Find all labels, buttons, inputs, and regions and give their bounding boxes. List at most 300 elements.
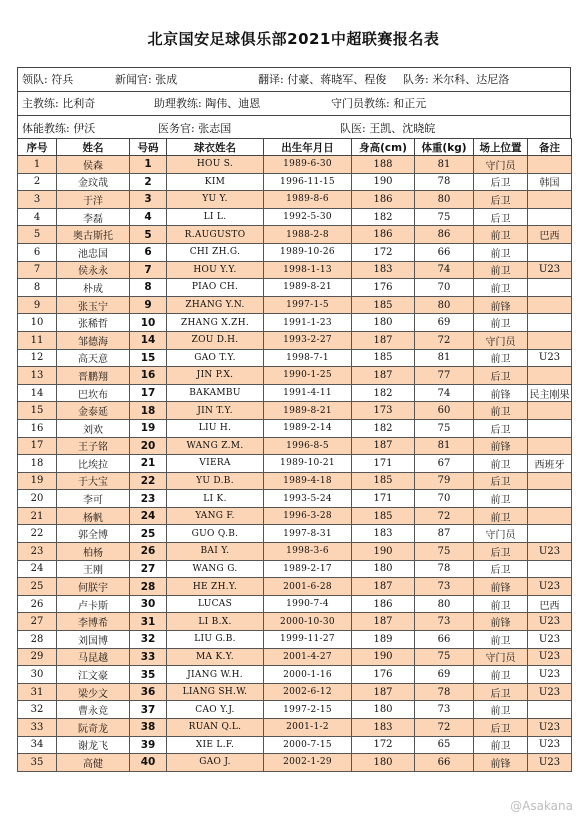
cell-position: 前卫	[474, 402, 528, 420]
cell-name: 池忠国	[57, 243, 130, 261]
cell-height: 173	[352, 402, 415, 420]
cell-seq: 31	[18, 683, 57, 701]
cell-name: 郭全博	[57, 525, 130, 543]
cell-birthdate: 1991-1-23	[264, 314, 352, 332]
cell-note: U23	[528, 754, 572, 772]
cell-note	[528, 525, 572, 543]
cell-height: 172	[352, 736, 415, 754]
cell-position: 前卫	[474, 666, 528, 684]
cell-name: 李磊	[57, 208, 130, 226]
col-header-seq: 序号	[18, 139, 57, 156]
cell-jersey-name: HOU Y.Y.	[167, 261, 264, 279]
cell-name: 曹永竞	[57, 701, 130, 719]
col-header-position: 场上位置	[474, 139, 528, 156]
cell-jersey-name: JIN T.Y.	[167, 402, 264, 420]
cell-seq: 16	[18, 419, 57, 437]
cell-position: 前锋	[474, 613, 528, 631]
cell-birthdate: 1989-8-6	[264, 191, 352, 209]
cell-position: 守门员	[474, 331, 528, 349]
goalkeeper-coach: 守门员教练: 和正元	[331, 97, 427, 110]
cell-weight: 75	[415, 419, 474, 437]
cell-birthdate: 1996-11-15	[264, 173, 352, 191]
cell-birthdate: 2002-6-12	[264, 683, 352, 701]
cell-note	[528, 402, 572, 420]
col-header-weight: 体重(kg)	[415, 139, 474, 156]
cell-birthdate: 1989-2-14	[264, 419, 352, 437]
cell-birthdate: 1996-8-5	[264, 437, 352, 455]
cell-jersey-name: WANG G.	[167, 560, 264, 578]
cell-seq: 18	[18, 455, 57, 473]
col-header-name: 姓名	[57, 139, 130, 156]
cell-birthdate: 1989-8-21	[264, 402, 352, 420]
staff-row-1	[18, 68, 570, 92]
cell-note: U23	[528, 349, 572, 367]
cell-weight: 75	[415, 543, 474, 561]
cell-name: 李博希	[57, 613, 130, 631]
cell-weight: 70	[415, 279, 474, 297]
cell-number: 2	[130, 173, 167, 191]
cell-jersey-name: YANG F.	[167, 507, 264, 525]
cell-weight: 74	[415, 261, 474, 279]
roster-body	[18, 156, 572, 772]
cell-birthdate: 1989-8-21	[264, 279, 352, 297]
cell-position: 后卫	[474, 419, 528, 437]
cell-name: 奥古斯托	[57, 226, 130, 244]
cell-weight: 78	[415, 683, 474, 701]
cell-jersey-name: LIU G.B.	[167, 631, 264, 649]
cell-note: U23	[528, 261, 572, 279]
cell-height: 182	[352, 208, 415, 226]
cell-note: U23	[528, 648, 572, 666]
cell-position: 后卫	[474, 191, 528, 209]
cell-weight: 70	[415, 490, 474, 508]
cell-number: 9	[130, 296, 167, 314]
cell-name: 何朕宇	[57, 578, 130, 596]
cell-height: 172	[352, 243, 415, 261]
cell-name: 邹德海	[57, 331, 130, 349]
cell-height: 182	[352, 419, 415, 437]
cell-weight: 80	[415, 191, 474, 209]
cell-name: 王子铭	[57, 437, 130, 455]
table-row	[18, 525, 572, 543]
cell-note: U23	[528, 578, 572, 596]
press-officer: 新闻官: 张成	[115, 73, 178, 86]
cell-height: 187	[352, 367, 415, 385]
cell-height: 180	[352, 754, 415, 772]
cell-note	[528, 560, 572, 578]
translators: 翻译: 付豪、蒋晓军、程俊	[258, 73, 387, 86]
cell-jersey-name: JIN P.X.	[167, 367, 264, 385]
cell-birthdate: 2000-7-15	[264, 736, 352, 754]
cell-name: 刘欢	[57, 419, 130, 437]
cell-note: 巴西	[528, 226, 572, 244]
cell-weight: 60	[415, 402, 474, 420]
cell-height: 187	[352, 437, 415, 455]
cell-jersey-name: YU Y.	[167, 191, 264, 209]
table-row	[18, 367, 572, 385]
cell-seq: 4	[18, 208, 57, 226]
cell-position: 前卫	[474, 226, 528, 244]
cell-jersey-name: LIU H.	[167, 419, 264, 437]
table-row	[18, 437, 572, 455]
cell-birthdate: 2000-10-30	[264, 613, 352, 631]
cell-height: 183	[352, 525, 415, 543]
cell-seq: 13	[18, 367, 57, 385]
cell-height: 176	[352, 666, 415, 684]
cell-birthdate: 1990-7-4	[264, 595, 352, 613]
cell-position: 后卫	[474, 208, 528, 226]
cell-number: 10	[130, 314, 167, 332]
cell-name: 金泰延	[57, 402, 130, 420]
cell-position: 后卫	[474, 719, 528, 737]
cell-birthdate: 1996-3-28	[264, 507, 352, 525]
cell-number: 17	[130, 384, 167, 402]
cell-name: 张玉宁	[57, 296, 130, 314]
cell-note: U23	[528, 736, 572, 754]
cell-seq: 33	[18, 719, 57, 737]
cell-birthdate: 1989-10-26	[264, 243, 352, 261]
cell-height: 188	[352, 156, 415, 174]
cell-height: 183	[352, 261, 415, 279]
cell-height: 180	[352, 314, 415, 332]
cell-name: 卢卡斯	[57, 595, 130, 613]
table-row	[18, 701, 572, 719]
cell-number: 28	[130, 578, 167, 596]
cell-note: U23	[528, 683, 572, 701]
fitness-coach: 体能教练: 伊沃	[22, 122, 96, 135]
cell-name: 刘国博	[57, 631, 130, 649]
table-row	[18, 261, 572, 279]
head-coach: 主教练: 比利奇	[22, 97, 96, 110]
col-header-height: 身高(cm)	[352, 139, 415, 156]
cell-height: 190	[352, 648, 415, 666]
table-row	[18, 349, 572, 367]
cell-jersey-name: LI B.X.	[167, 613, 264, 631]
team-doctors: 队医: 王凯、沈晓皖	[340, 122, 436, 135]
cell-weight: 66	[415, 754, 474, 772]
cell-note	[528, 419, 572, 437]
cell-number: 15	[130, 349, 167, 367]
cell-birthdate: 1997-2-15	[264, 701, 352, 719]
cell-seq: 24	[18, 560, 57, 578]
cell-position: 前卫	[474, 243, 528, 261]
cell-jersey-name: BAKAMBU	[167, 384, 264, 402]
cell-seq: 7	[18, 261, 57, 279]
cell-name: 于大宝	[57, 472, 130, 490]
staff-info-block	[17, 67, 571, 143]
cell-birthdate: 1997-1-5	[264, 296, 352, 314]
cell-jersey-name: LUCAS	[167, 595, 264, 613]
cell-name: 高天意	[57, 349, 130, 367]
cell-number: 19	[130, 419, 167, 437]
cell-position: 前卫	[474, 261, 528, 279]
cell-position: 前锋	[474, 296, 528, 314]
cell-weight: 72	[415, 331, 474, 349]
cell-seq: 19	[18, 472, 57, 490]
cell-name: 柏杨	[57, 543, 130, 561]
cell-jersey-name: GUO Q.B.	[167, 525, 264, 543]
cell-height: 187	[352, 578, 415, 596]
cell-jersey-name: ZHANG X.ZH.	[167, 314, 264, 332]
cell-name: 朴成	[57, 279, 130, 297]
cell-weight: 69	[415, 666, 474, 684]
assistant-coaches: 助理教练: 陶伟、迪恩	[154, 97, 261, 110]
cell-note: 西班牙	[528, 455, 572, 473]
cell-position: 前卫	[474, 507, 528, 525]
cell-note: U23	[528, 719, 572, 737]
cell-number: 25	[130, 525, 167, 543]
cell-height: 183	[352, 719, 415, 737]
cell-birthdate: 1998-7-1	[264, 349, 352, 367]
cell-note	[528, 437, 572, 455]
cell-height: 182	[352, 384, 415, 402]
cell-seq: 28	[18, 631, 57, 649]
cell-height: 186	[352, 191, 415, 209]
cell-note	[528, 243, 572, 261]
cell-number: 21	[130, 455, 167, 473]
cell-seq: 30	[18, 666, 57, 684]
cell-jersey-name: HOU S.	[167, 156, 264, 174]
table-row	[18, 578, 572, 596]
cell-weight: 81	[415, 349, 474, 367]
cell-name: 杨帆	[57, 507, 130, 525]
cell-name: 高健	[57, 754, 130, 772]
cell-position: 前卫	[474, 490, 528, 508]
cell-height: 185	[352, 472, 415, 490]
cell-jersey-name: KIM	[167, 173, 264, 191]
cell-seq: 1	[18, 156, 57, 174]
cell-birthdate: 2001-1-2	[264, 719, 352, 737]
cell-weight: 78	[415, 173, 474, 191]
cell-note: 巴西	[528, 595, 572, 613]
cell-jersey-name: XIE L.F.	[167, 736, 264, 754]
cell-weight: 75	[415, 208, 474, 226]
cell-position: 后卫	[474, 560, 528, 578]
table-row	[18, 543, 572, 561]
table-row	[18, 507, 572, 525]
cell-number: 24	[130, 507, 167, 525]
table-row	[18, 402, 572, 420]
cell-position: 前锋	[474, 384, 528, 402]
cell-note	[528, 208, 572, 226]
table-row	[18, 191, 572, 209]
table-row	[18, 631, 572, 649]
cell-jersey-name: LI K.	[167, 490, 264, 508]
cell-number: 39	[130, 736, 167, 754]
cell-jersey-name: BAI Y.	[167, 543, 264, 561]
cell-height: 185	[352, 349, 415, 367]
cell-number: 5	[130, 226, 167, 244]
cell-birthdate: 1993-2-27	[264, 331, 352, 349]
cell-jersey-name: CAO Y.J.	[167, 701, 264, 719]
cell-name: 阮奇龙	[57, 719, 130, 737]
cell-birthdate: 1998-3-6	[264, 543, 352, 561]
cell-height: 171	[352, 455, 415, 473]
cell-weight: 86	[415, 226, 474, 244]
cell-position: 前锋	[474, 754, 528, 772]
cell-number: 30	[130, 595, 167, 613]
cell-height: 185	[352, 507, 415, 525]
cell-name: 巴坎布	[57, 384, 130, 402]
cell-note	[528, 472, 572, 490]
cell-note	[528, 156, 572, 174]
cell-jersey-name: HE ZH.Y.	[167, 578, 264, 596]
cell-birthdate: 1989-6-30	[264, 156, 352, 174]
cell-weight: 81	[415, 437, 474, 455]
cell-birthdate: 1997-8-31	[264, 525, 352, 543]
cell-jersey-name: CHI ZH.G.	[167, 243, 264, 261]
cell-weight: 67	[415, 455, 474, 473]
cell-note	[528, 314, 572, 332]
cell-position: 前卫	[474, 349, 528, 367]
cell-note	[528, 367, 572, 385]
cell-position: 前卫	[474, 595, 528, 613]
cell-weight: 87	[415, 525, 474, 543]
cell-birthdate: 1998-1-13	[264, 261, 352, 279]
cell-note: 民主刚果	[528, 384, 572, 402]
cell-seq: 9	[18, 296, 57, 314]
cell-height: 180	[352, 701, 415, 719]
table-row	[18, 279, 572, 297]
cell-birthdate: 1993-5-24	[264, 490, 352, 508]
cell-jersey-name: LI L.	[167, 208, 264, 226]
cell-number: 33	[130, 648, 167, 666]
cell-position: 后卫	[474, 543, 528, 561]
cell-note: U23	[528, 543, 572, 561]
cell-seq: 26	[18, 595, 57, 613]
cell-seq: 21	[18, 507, 57, 525]
cell-position: 后卫	[474, 472, 528, 490]
cell-number: 35	[130, 666, 167, 684]
cell-height: 190	[352, 173, 415, 191]
cell-height: 187	[352, 331, 415, 349]
cell-number: 14	[130, 331, 167, 349]
staff-row-2	[18, 92, 570, 116]
cell-seq: 35	[18, 754, 57, 772]
cell-position: 前卫	[474, 314, 528, 332]
cell-height: 187	[352, 683, 415, 701]
cell-jersey-name: LIANG SH.W.	[167, 683, 264, 701]
cell-number: 32	[130, 631, 167, 649]
team-staff: 队务: 米尔科、达尼洛	[403, 73, 510, 86]
cell-seq: 34	[18, 736, 57, 754]
cell-name: 比埃拉	[57, 455, 130, 473]
team-leader: 领队: 符兵	[22, 73, 74, 86]
cell-weight: 80	[415, 296, 474, 314]
table-row	[18, 173, 572, 191]
cell-weight: 74	[415, 384, 474, 402]
table-row	[18, 331, 572, 349]
cell-name: 侯森	[57, 156, 130, 174]
cell-number: 8	[130, 279, 167, 297]
cell-seq: 25	[18, 578, 57, 596]
table-row	[18, 226, 572, 244]
cell-height: 176	[352, 279, 415, 297]
cell-jersey-name: VIERA	[167, 455, 264, 473]
table-row	[18, 384, 572, 402]
cell-weight: 79	[415, 472, 474, 490]
cell-height: 171	[352, 490, 415, 508]
table-row	[18, 296, 572, 314]
cell-seq: 22	[18, 525, 57, 543]
cell-jersey-name: ZOU D.H.	[167, 331, 264, 349]
cell-weight: 72	[415, 719, 474, 737]
medical-officer: 医务官: 张志国	[158, 122, 232, 135]
cell-position: 前卫	[474, 631, 528, 649]
table-row	[18, 156, 572, 174]
cell-weight: 78	[415, 560, 474, 578]
cell-height: 190	[352, 543, 415, 561]
cell-position: 前锋	[474, 578, 528, 596]
col-header-number: 号码	[130, 139, 167, 156]
cell-birthdate: 1989-4-18	[264, 472, 352, 490]
cell-number: 38	[130, 719, 167, 737]
cell-seq: 32	[18, 701, 57, 719]
table-row	[18, 595, 572, 613]
cell-number: 18	[130, 402, 167, 420]
cell-note: 韩国	[528, 173, 572, 191]
cell-birthdate: 1992-5-30	[264, 208, 352, 226]
cell-height: 186	[352, 595, 415, 613]
cell-position: 前卫	[474, 455, 528, 473]
cell-seq: 20	[18, 490, 57, 508]
cell-position: 前卫	[474, 279, 528, 297]
table-row	[18, 666, 572, 684]
cell-seq: 11	[18, 331, 57, 349]
cell-note: U23	[528, 631, 572, 649]
cell-name: 梁少文	[57, 683, 130, 701]
cell-number: 27	[130, 560, 167, 578]
cell-jersey-name: GAO J.	[167, 754, 264, 772]
cell-weight: 80	[415, 595, 474, 613]
cell-jersey-name: MA K.Y.	[167, 648, 264, 666]
cell-weight: 81	[415, 156, 474, 174]
cell-weight: 69	[415, 314, 474, 332]
cell-name: 马昆越	[57, 648, 130, 666]
cell-birthdate: 1989-2-17	[264, 560, 352, 578]
cell-seq: 10	[18, 314, 57, 332]
cell-height: 180	[352, 560, 415, 578]
cell-note	[528, 490, 572, 508]
cell-weight: 72	[415, 507, 474, 525]
table-row	[18, 754, 572, 772]
cell-position: 后卫	[474, 367, 528, 385]
cell-seq: 6	[18, 243, 57, 261]
cell-number: 22	[130, 472, 167, 490]
cell-jersey-name: JIANG W.H.	[167, 666, 264, 684]
col-header-jersey-name: 球衣姓名	[167, 139, 264, 156]
cell-jersey-name: PIAO CH.	[167, 279, 264, 297]
cell-seq: 3	[18, 191, 57, 209]
cell-name: 侯永永	[57, 261, 130, 279]
cell-birthdate: 2001-4-27	[264, 648, 352, 666]
cell-number: 3	[130, 191, 167, 209]
cell-seq: 2	[18, 173, 57, 191]
cell-note: U23	[528, 666, 572, 684]
cell-weight: 73	[415, 613, 474, 631]
page-title: 北京国安足球俱乐部2021中超联赛报名表	[147, 30, 440, 48]
cell-note	[528, 701, 572, 719]
cell-name: 王刚	[57, 560, 130, 578]
cell-weight: 66	[415, 631, 474, 649]
table-header-row	[18, 139, 572, 156]
cell-height: 185	[352, 296, 415, 314]
cell-position: 后卫	[474, 173, 528, 191]
cell-number: 16	[130, 367, 167, 385]
cell-name: 谢龙飞	[57, 736, 130, 754]
cell-position: 守门员	[474, 525, 528, 543]
cell-jersey-name: RUAN Q.L.	[167, 719, 264, 737]
